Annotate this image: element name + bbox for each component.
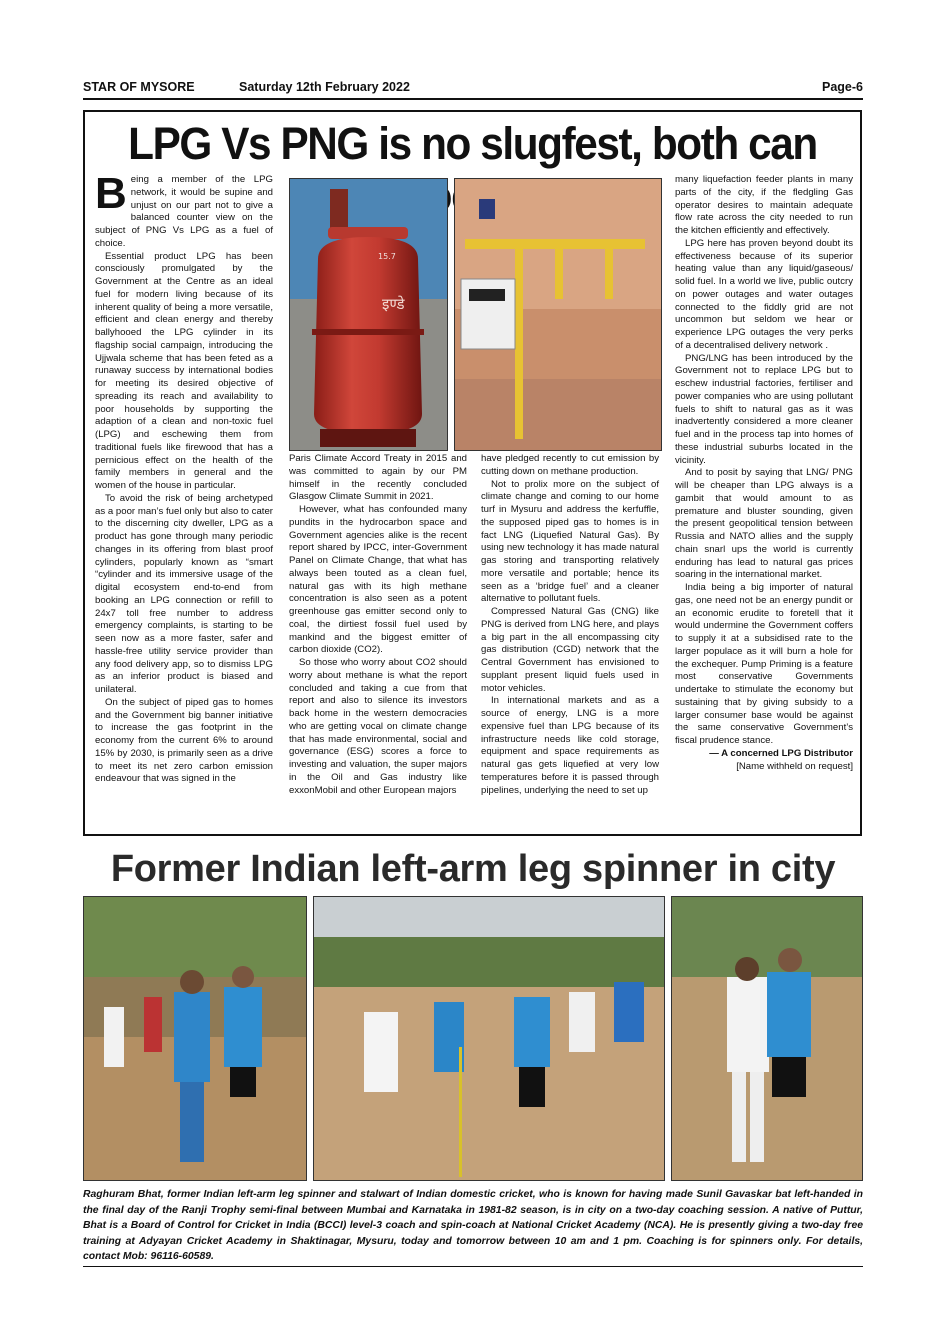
paragraph: India being a big importer of natural gas, one need not be an energy pundit or an economic erudite to foretell that it would undermine the Government coffers to supply it at a subsidised rate to the larger populace as it will burn a hole for the exchequer. Pump Priming is a feature most conservative Governments undertake to stimulate the economy but sustaining that by giving subsidy to a larger consumer base would be against the same conservative Government’s fiscal prudence stance. (675, 582, 853, 746)
lpg-article-box (83, 110, 862, 836)
article-column-4 (675, 174, 853, 773)
paragraph: many liquefaction feeder plants in many parts of the city, if the fledgling Gas operator desires to maintain adequate flow rate across the city needed to run the kitchen efficiently and effectively. (675, 174, 853, 236)
paragraph: Compressed Natural Gas (CNG) like PNG is derived from LNG here, and plays a big part in the all encompassing city gas distribution (CGD) network that the Central Government has envisioned to supplant present liquid fuels used in motor vehicles. (481, 606, 659, 694)
lpg-headline: LPG Vs PNG is no slugfest, both can (128, 118, 817, 169)
author-note: [Name withheld on request] (736, 760, 853, 772)
paragraph: Not to prolix more on the subject of climate change and coming to our home turf in Mysuru and address the kerfuffle, the supposed piped gas to homes is in fact LNG (Liquefied Natural Gas). By using new technology it has made natural gas storing and transporting relatively more versatile and portable; hence its seen as a ‘bridge fuel’ and a cleaner alternative to pollutant fuels. (481, 478, 659, 605)
paragraph: PNG/LNG has been introduced by the Government not to replace LPG but to eschew industrial factories, fertiliser and power companies who are using pollutant fuels to shift to natural gas as it was inadvertently considered a more cleaner fuel and in the process tap into homes of these industrial suburbs located in the vicinity. (675, 352, 853, 466)
issue-date: Saturday 12th February 2022 (239, 80, 410, 94)
cylinder-number: 15.7 (378, 252, 396, 261)
cricket-photo-2 (313, 896, 665, 1181)
cricket-image-2 (314, 897, 664, 1180)
author-signature: — A concerned LPG Distributor (709, 747, 853, 759)
page-header (83, 80, 863, 98)
gas-meter-photo (454, 178, 662, 451)
drop-cap: B (95, 169, 127, 218)
paragraph: Being a member of the LPG network, it would be supine and unjust on our part not to give a balanced counter view on the subject of PNG Vs LPG as a fuel of choice. (95, 169, 273, 249)
cricket-caption: Raghuram Bhat, former Indian left-arm leg spinner and stalwart of Indian domestic cricket, who is known for having made Sunil Gavaskar bat left-handed in the final day of the Ranji Trophy semi-final between Mumbai and Karnataka in 1981-82 season, is in city on a two-day coaching session. A native of Puttur, Bhat is a Board of Control for Cricket in India (BCCI) level-3 coach and spin-coach at National Cricket Academy (NCA). He is presently giving a two-day free training at Adyayan Cricket Academy in Shaktinagar, Mysuru, today and tomorrow between 10 am and 1 pm. Coaching is for spinners only. For details, contact Mob: 96116-60589. (83, 1189, 863, 1262)
header-rule (83, 98, 863, 100)
lpg-cylinder-photo (289, 178, 448, 451)
cricket-image-3 (672, 897, 862, 1180)
footer-rule (83, 1266, 863, 1267)
article-column-1 (95, 169, 273, 786)
page-number: Page-6 (822, 80, 863, 94)
gas-meter-image (455, 179, 661, 450)
paragraph: So those who worry about CO2 should worry about methane is what the report concluded and taking a cue from that report and also to silence its investors back home in the western democracies who are getting vocal on climate change that has made environmental, social and governance (ESG) scores a force to investing and valuation, the super majors in the Oil and Gas industry like exxonMobil and other European majors (289, 657, 467, 796)
cricket-image-1 (84, 897, 306, 1180)
lpg-cylinder-image (290, 179, 447, 450)
cylinder-text: इण्डे (382, 295, 405, 313)
paragraph: In international markets and as a source of energy, LNG is a more expensive fuel than LPG because of its infrastructure needs like cold storage, equipment and space requirements as natural gas gets liquefied at very low temperatures before it is passed through pipelines, underlying the need to set up (481, 695, 659, 796)
paragraph: However, what has confounded many pundits in the hydrocarbon space and Government agencies alike is the recent report shared by IPCC, inter-Government Panel on Climate Change, that what has always been touted as a clean fuel, natural gas with its high methane concentration is also seen as a potent greenhouse gas emitter second only to coal, the dirtiest fossil fuel used by mankind and the biggest emitter of carbon dioxide (CO2). (289, 504, 467, 656)
cricket-photo-3 (671, 896, 863, 1181)
article-column-3 (481, 453, 659, 797)
cricket-headline: Former Indian left-arm leg spinner in city (110, 848, 836, 890)
paragraph: On the subject of piped gas to homes and the Government big banner initiative to increase the gas footprint in the economy from the current 6% to around 15% by 2030, is primarily seen as a drive to meet its net zero carbon emission endeavour that was signed in the (95, 696, 273, 785)
paragraph: Paris Climate Accord Treaty in 2015 and was committed to again by our PM himself in the recently concluded Glasgow Climate Summit in 2021. (289, 453, 467, 503)
paper-name: STAR OF MYSORE (83, 80, 195, 94)
paragraph: Essential product LPG has been consciously promulgated by the Government at the Centre as an ideal fuel for modern living because of its inherent quality of being a more versatile, efficient and clean energy and thereby ballyhooed the LPG cylinder in its flagship social campaign, introducing the Ujjwala scheme that has been feted as a runaway success by international bodies for meeting its desired objective of spreading its reach and availability to poor households by supporting the adaption of a clean and non-toxic fuel (LPG) and eschewing them from traditional fuels like firewood that has a pernicious effect on the health of the family members in general and the women of the house in particular. (95, 250, 273, 491)
paragraph: LPG here has proven beyond doubt its effectiveness because of its superior heating value than any liquid/gaseous/ solid fuel. In a world we live, public outcry on power outages and water outages connected to the fiddly grid are not uncommon but seldom we hear or experience LPG outages the very perks of a decentralised delivery network . (675, 237, 853, 351)
article-column-2 (289, 453, 467, 797)
paragraph: To avoid the risk of being archetyped as a poor man’s fuel only but also to cater to the discerning city dweller, LPG as a product has gone through many periodic changes in its offering from blast proof cylinders, popularly known as “smart “cylinder and its immersive usage of the digital ecosystem end-to-end from booking an LPG connection or refill to 24x7 toll free number to address emergency complaints, is starting to be seen now as a more faster, safer and hassle-free utility service provider than any food delivery app, so to dismiss LPG as an inferior product is biased and unilateral. (95, 492, 273, 695)
paragraph: have pledged recently to cut emission by cutting down on methane production. (481, 453, 659, 477)
cricket-photo-1 (83, 896, 307, 1181)
paragraph: And to posit by saying that LNG/ PNG will be cheaper than LPG always is a gambit that would amount to as premature and bluster sounding, given the present geopolitical tension between Russia and NATO allies and the supply chain snarl ups the world is currently enduring has lead to natural gas prices soaring in the international market. (675, 467, 853, 581)
